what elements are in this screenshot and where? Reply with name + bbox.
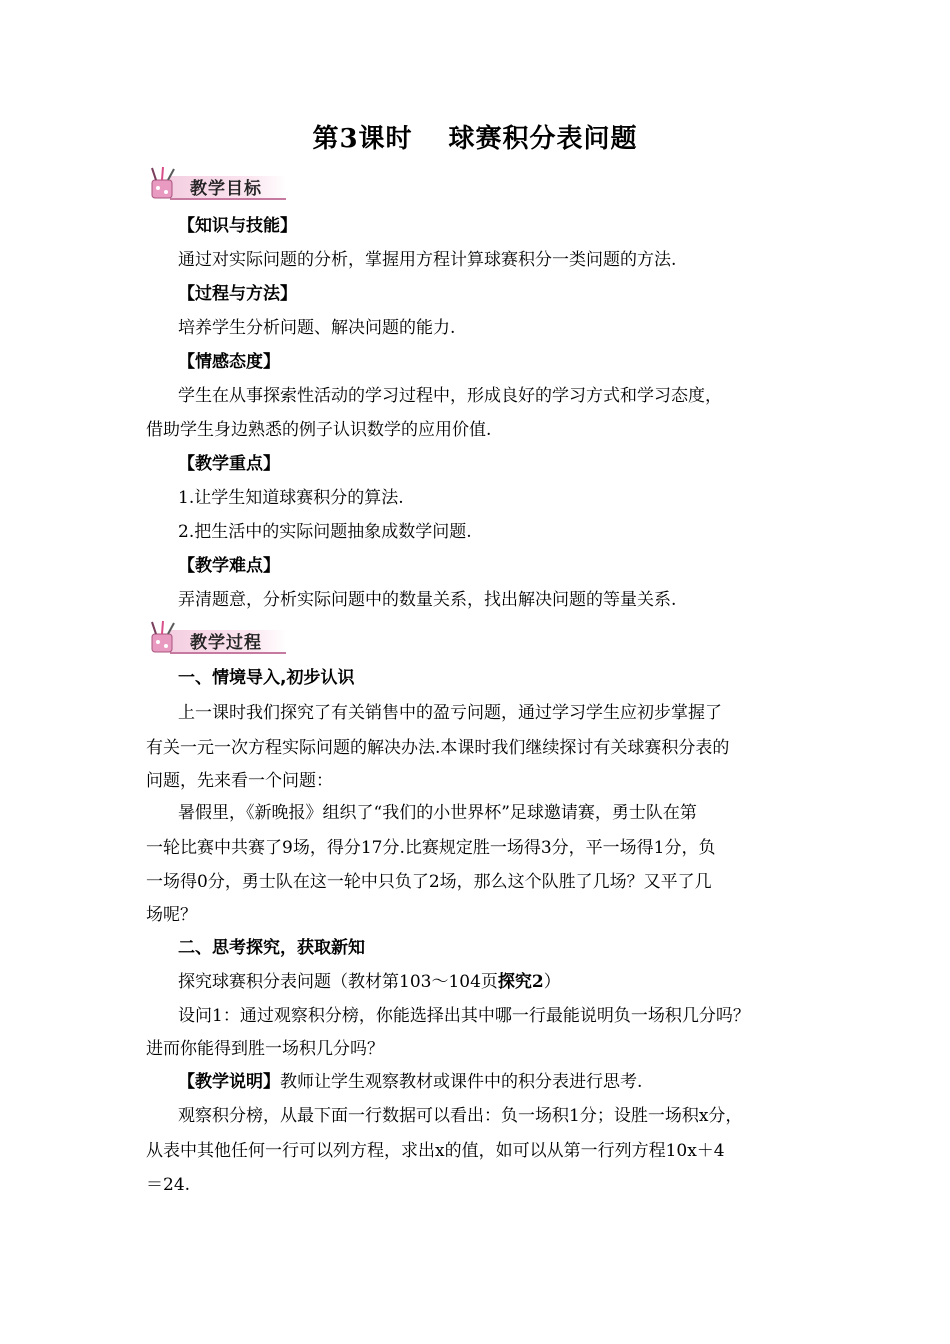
focus-item-2: 2.把生活中的实际问题抽象成数学问题.	[178, 522, 472, 542]
focus-item-1: 1.让学生知道球赛积分的算法.	[178, 488, 404, 508]
emotion-heading: 【情感态度】	[178, 352, 280, 372]
title-topic: 球赛积分表问题	[448, 124, 638, 154]
step1-paragraph2-line2: 一轮比赛中共赛了9场，得分17分.比赛规定胜一场得3分，平一场得1分，负	[146, 838, 716, 858]
banner-label: 教学目标	[190, 179, 262, 199]
observation-line-2: 从表中其他任何一行可以列方程，求出x的值，如可以从第一行列方程10x＋4	[146, 1141, 725, 1161]
step1-paragraph2-line4: 场呢？	[146, 905, 197, 925]
method-heading: 【过程与方法】	[178, 284, 297, 304]
teaching-note	[178, 1070, 642, 1094]
step2-question1-line1: 设问1：通过观察积分榜，你能选择出其中哪一行最能说明负一场积几分吗？	[178, 1006, 750, 1026]
difficulty-text: 弄清题意，分析实际问题中的数量关系，找出解决问题的等量关系.	[178, 590, 677, 610]
focus-heading: 【教学重点】	[178, 454, 280, 474]
observation-line-3: ＝24.	[146, 1175, 191, 1195]
observation-line-1: 观察积分榜，从最下面一行数据可以看出：负一场积1分；设胜一场积x分，	[178, 1106, 743, 1126]
emotion-text-line-2: 借助学生身边熟悉的例子认识数学的应用价值.	[146, 420, 492, 440]
step2-paragraph1-bold: 探究2	[497, 972, 544, 992]
step1-paragraph1-line2: 有关一元一次方程实际问题的解决办法.本课时我们继续探讨有关球赛积分表的	[146, 738, 730, 758]
step1-paragraph2-line3: 一场得0分，勇士队在这一轮中只负了2场，那么这个队胜了几场？又平了几	[146, 872, 712, 892]
emotion-text-line-1: 学生在从事探索性活动的学习过程中，形成良好的学习方式和学习态度，	[178, 386, 722, 406]
pencil-cup-icon	[146, 620, 186, 656]
step1-heading: 一、情境导入,初步认识	[178, 668, 355, 688]
teaching-note-text: 教师让学生观察教材或课件中的积分表进行思考.	[280, 1072, 643, 1092]
title-lesson-number: 第3课时	[312, 124, 413, 154]
step2-heading: 二、思考探究，获取新知	[178, 938, 365, 958]
step1-paragraph1-line1: 上一课时我们探究了有关销售中的盈亏问题，通过学习学生应初步掌握了	[178, 703, 722, 723]
page-title	[0, 118, 950, 155]
step2-question1-line2: 进而你能得到胜一场积几分吗？	[146, 1039, 384, 1059]
step1-paragraph2-line1: 暑假里，《新晚报》组织了“我们的小世界杯”足球邀请赛，勇士队在第	[178, 803, 697, 823]
section-banner-goals	[146, 166, 286, 202]
knowledge-heading: 【知识与技能】	[178, 216, 297, 236]
step2-paragraph1-suffix: ）	[543, 972, 561, 992]
pencil-cup-icon	[146, 166, 186, 202]
method-text: 培养学生分析问题、解决问题的能力.	[178, 318, 456, 338]
step2-paragraph1-prefix: 探究球赛积分表问题（教材第103～104页	[178, 972, 498, 992]
section-banner-process	[146, 620, 286, 656]
difficulty-heading: 【教学难点】	[178, 556, 280, 576]
step1-paragraph1-line3: 问题，先来看一个问题：	[146, 771, 333, 791]
step2-paragraph1	[178, 970, 561, 994]
banner-label: 教学过程	[190, 633, 262, 653]
knowledge-text: 通过对实际问题的分析，掌握用方程计算球赛积分一类问题的方法.	[178, 250, 677, 270]
teaching-note-heading: 【教学说明】	[178, 1072, 280, 1092]
